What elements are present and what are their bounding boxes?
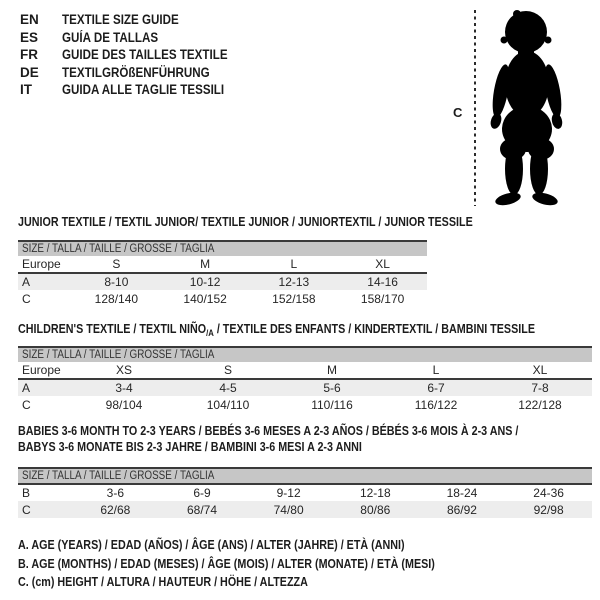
row-label: C: [22, 291, 31, 306]
size-cell: 68/74: [159, 501, 246, 518]
language-row: [20, 11, 255, 29]
size-cell: L: [384, 362, 488, 379]
babies-size-table: [18, 467, 592, 518]
row-label: Europe: [18, 362, 72, 379]
table-row: [18, 290, 427, 307]
size-cell: 98/104: [105, 397, 143, 412]
size-cell: 104/110: [206, 397, 250, 412]
baby-silhouette-image: [484, 9, 572, 207]
junior-size-table: [18, 240, 427, 307]
table-row: [18, 379, 592, 396]
size-cell: 5-6: [280, 379, 384, 396]
row-label: B: [22, 486, 31, 500]
language-row: [20, 64, 255, 82]
height-measure-dashed-line: [474, 10, 476, 206]
size-cell: 116/122: [414, 397, 458, 412]
size-cell: 3-4: [72, 379, 176, 396]
legend-line-a: A. AGE (YEARS) / EDAD (AÑOS) / ÂGE (ANS) / ALTER (JAHRE) / ETÀ (ANNI): [18, 538, 405, 552]
table-row: [18, 362, 592, 379]
language-title: GUIDE DES TAILLES TEXTILE: [62, 47, 228, 63]
size-cell: M: [161, 256, 250, 273]
height-measure-label: C: [453, 105, 463, 120]
size-cell: 10-12: [161, 273, 250, 290]
table-row: [18, 484, 592, 501]
size-cell: 122/128: [518, 397, 562, 412]
size-cell: 12-18: [359, 486, 391, 500]
size-header-row: [18, 241, 427, 256]
measure-legend: [18, 536, 503, 592]
row-label: C: [18, 501, 72, 518]
size-cell: XL: [488, 362, 592, 379]
language-title-list: [20, 11, 255, 99]
table-row: [18, 396, 592, 413]
table-row: [18, 256, 427, 273]
size-cell: 62/68: [72, 501, 159, 518]
size-cell: 86/92: [419, 501, 506, 518]
babies-section-title: BABIES 3-6 MONTH TO 2-3 YEARS / BEBÉS 3-6 MESES A 2-3 AÑOS / BÉBÉS 3-6 MOIS À 2-3 ANS / BABYS 3-6 MONATE BIS 2-3 JAHRE / BAMBINI 3-6 MESI A 2-3 ANNI: [18, 424, 519, 454]
size-cell: 9-12: [276, 486, 301, 500]
language-code: DE: [20, 64, 39, 80]
language-title: GUIDA ALLE TAGLIE TESSILI: [62, 82, 225, 98]
size-cell: 12-13: [250, 273, 339, 290]
size-cell: S: [176, 362, 280, 379]
language-row: [20, 46, 255, 64]
size-cell: 24-36: [533, 486, 564, 500]
size-cell: 128/140: [94, 291, 139, 306]
size-cell: XL: [338, 256, 427, 273]
size-cell: 152/158: [272, 291, 316, 306]
table-row: [18, 501, 592, 518]
size-cell: 7-8: [488, 379, 592, 396]
size-cell: S: [72, 256, 161, 273]
size-header-bar: SIZE / TALLA / TAILLE / GRÖSSE / TAGLIA: [18, 468, 592, 484]
size-cell: 110/116: [311, 397, 353, 412]
language-title: GUÍA DE TALLAS: [62, 29, 159, 45]
size-cell: 8-10: [72, 273, 161, 290]
size-cell: 92/98: [505, 501, 592, 518]
size-header-bar: SIZE / TALLA / TAILLE / GRÖSSE / TAGLIA: [18, 241, 427, 256]
language-row: [20, 29, 255, 47]
language-title: TEXTILE SIZE GUIDE: [62, 12, 179, 28]
table-row: [18, 273, 427, 290]
size-cell: 74/80: [245, 501, 332, 518]
size-cell: 18-24: [446, 486, 478, 500]
size-cell: 4-5: [176, 379, 280, 396]
language-code: FR: [20, 47, 38, 63]
size-header-bar: SIZE / TALLA / TAILLE / GRÖSSE / TAGLIA: [18, 347, 592, 362]
size-header-row: [18, 468, 592, 484]
children-section-title: CHILDREN'S TEXTILE / TEXTIL $NIÑO_{/A}$ / TEXTILE DES ENFANTS / KINDERTEXTIL / BAMBINI TESSILE: [18, 322, 535, 338]
row-label: A: [18, 379, 72, 396]
language-code: ES: [20, 29, 39, 45]
size-cell: 158/170: [360, 291, 405, 306]
size-cell: L: [250, 256, 339, 273]
size-cell: 3-6: [106, 486, 124, 500]
children-size-table: [18, 346, 592, 413]
size-cell: 14-16: [338, 273, 427, 290]
size-cell: 140/152: [183, 291, 227, 306]
language-code: IT: [20, 82, 32, 98]
size-header-row: [18, 347, 592, 362]
size-cell: XS: [72, 362, 176, 379]
size-cell: 6-9: [193, 486, 211, 500]
size-cell: M: [280, 362, 384, 379]
language-row: [20, 81, 255, 99]
row-label: Europe: [18, 256, 72, 273]
junior-section-title: JUNIOR TEXTILE / TEXTIL JUNIOR/ TEXTILE JUNIOR / JUNIORTEXTIL / JUNIOR TESSILE: [18, 215, 473, 229]
legend-line-c: C. (cm) HEIGHT / ALTURA / HAUTEUR / HÖHE / ALTEZZA: [18, 575, 308, 589]
legend-line-b: B. AGE (MONTHS) / EDAD (MESES) / ÂGE (MOIS) / ALTER (MONATE) / ETÀ (MESI): [18, 556, 435, 571]
language-title: TEXTILGRÖßENFÜHRUNG: [62, 64, 210, 80]
language-code: EN: [20, 12, 39, 28]
row-label: C: [22, 397, 31, 412]
size-cell: 6-7: [384, 379, 488, 396]
row-label: A: [18, 273, 72, 290]
size-cell: 80/86: [332, 501, 419, 518]
